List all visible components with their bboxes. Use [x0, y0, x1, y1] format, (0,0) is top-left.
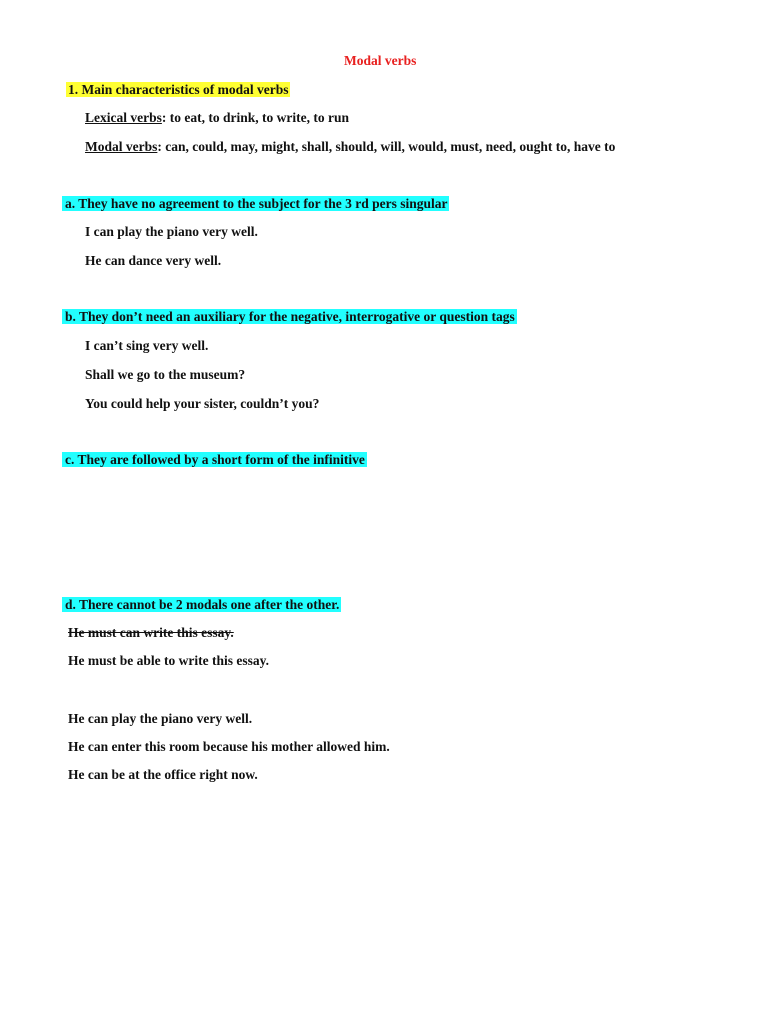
point-d-example-2: He can enter this room because his mother allowed him.	[68, 739, 390, 754]
point-d-example-1: He can play the piano very well.	[68, 711, 253, 726]
point-b-example-3: You could help your sister, couldn’t you?	[85, 396, 320, 411]
point-d-heading	[62, 596, 341, 613]
lexical-verbs-list: : to eat, to drink, to write, to run	[161, 110, 349, 125]
point-d-example-3: He can be at the office right now.	[68, 767, 258, 782]
lexical-verbs-line	[85, 109, 349, 126]
modal-verbs-label: Modal verbs	[85, 139, 158, 154]
point-c-heading-text: c. They are followed by a short form of the infinitive	[62, 452, 367, 467]
point-a-heading-text: a. They have no agreement to the subject for the 3 rd pers singular	[62, 196, 449, 211]
incorrect-example: He must can write this essay.	[68, 625, 234, 640]
lexical-verbs-label: Lexical verbs	[85, 110, 162, 125]
point-b-heading	[62, 308, 517, 325]
section-1-heading-text: 1. Main characteristics of modal verbs	[68, 82, 289, 97]
point-d-heading-text: d. There cannot be 2 modals one after the other.	[62, 597, 341, 612]
document-title: Modal verbs	[344, 53, 417, 68]
point-b-example-1: I can’t sing very well.	[85, 338, 209, 353]
correct-example: He must be able to write this essay.	[68, 653, 269, 668]
section-1-heading	[66, 81, 290, 98]
point-c-heading	[62, 451, 367, 468]
point-a-example-2: He can dance very well.	[85, 253, 222, 268]
point-a-heading	[62, 195, 449, 212]
point-b-heading-text: b. They don’t need an auxiliary for the negative, interrogative or question tags	[62, 309, 517, 324]
modal-verbs-line	[85, 138, 615, 155]
point-b-example-2: Shall we go to the museum?	[85, 367, 246, 382]
modal-verbs-list: : can, could, may, might, shall, should, will, would, must, need, ought to, have to	[157, 139, 616, 154]
point-a-example-1: I can play the piano very well.	[85, 224, 258, 239]
